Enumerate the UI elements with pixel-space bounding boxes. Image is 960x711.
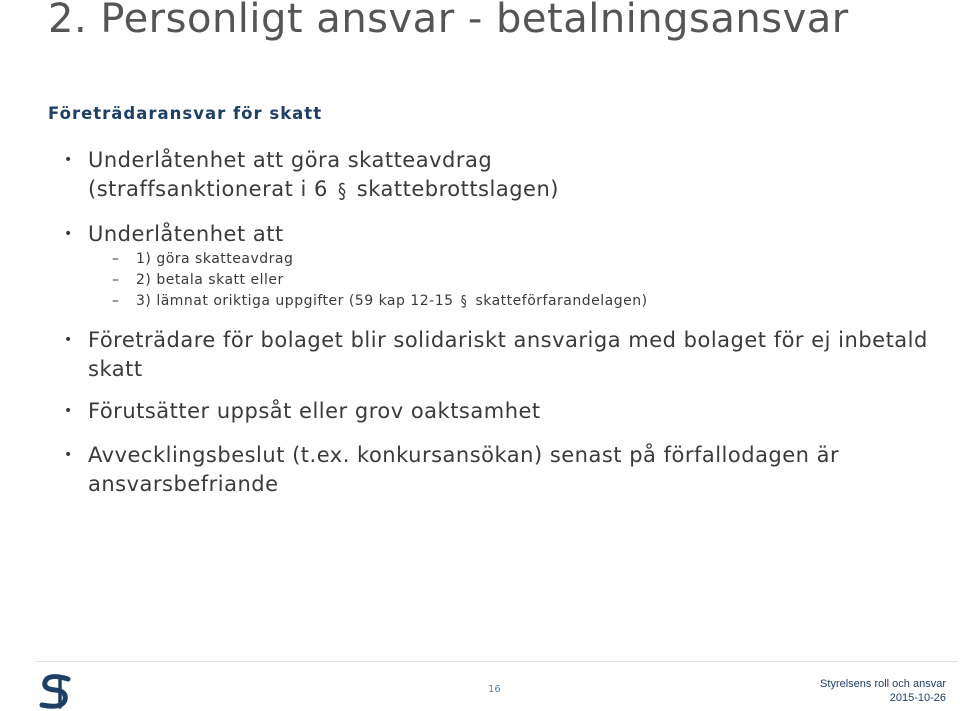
dash-icon: – <box>112 293 120 309</box>
dash-icon: – <box>112 272 120 288</box>
footer-title: Styrelsens roll och ansvar <box>820 678 946 690</box>
bullet-icon: • <box>64 152 73 168</box>
bullet-text: (straffsanktionerat i 6 <box>88 177 328 201</box>
sub-list-item <box>64 249 944 270</box>
bullet-item <box>64 220 944 249</box>
bullet-icon: • <box>64 226 73 242</box>
bullet-item <box>64 397 944 426</box>
bullet-icon: • <box>64 332 73 348</box>
sub-item-text: 3) lämnat oriktiga uppgifter (59 kap 12-15 <box>136 293 454 309</box>
bullet-text: Företrädare för bolaget blir solidariskt ansvariga med bolaget för ej inbetald skatt <box>88 328 928 381</box>
footer-divider <box>36 661 958 662</box>
section-sign-icon: § <box>338 179 347 203</box>
sub-item-text: 2) betala skatt eller <box>136 272 284 288</box>
section-sign-icon: § <box>461 292 468 310</box>
bullet-item <box>64 146 944 204</box>
sub-list-item <box>64 270 944 291</box>
page-number: 16 <box>488 684 501 695</box>
bullet-text: skattebrottslagen) <box>356 177 559 201</box>
sub-list-item <box>64 291 944 312</box>
sub-item-text: skatteförfarandelagen) <box>475 293 648 309</box>
footer-date: 2015-10-26 <box>889 692 946 704</box>
dash-icon: – <box>112 251 120 267</box>
bullet-list <box>64 146 944 499</box>
bullet-icon: • <box>64 447 73 463</box>
bullet-text: Avvecklingsbeslut (t.ex. konkursansökan) senast på förfallodagen är ansvarsbefriande <box>88 443 840 496</box>
bullet-text: Underlåtenhet att <box>88 222 284 246</box>
bullet-text: Underlåtenhet att göra skatteavdrag <box>88 148 493 172</box>
slide-title: 2. Personligt ansvar - betalningsansvar <box>48 0 849 42</box>
bullet-item <box>64 326 944 384</box>
company-logo-icon <box>38 674 72 710</box>
sub-item-text: 1) göra skatteavdrag <box>136 251 294 267</box>
bullet-icon: • <box>64 403 73 419</box>
bullet-text: Förutsätter uppsåt eller grov oaktsamhet <box>88 399 541 423</box>
section-subheading: Företrädaransvar för skatt <box>48 104 323 123</box>
bullet-item <box>64 441 944 499</box>
